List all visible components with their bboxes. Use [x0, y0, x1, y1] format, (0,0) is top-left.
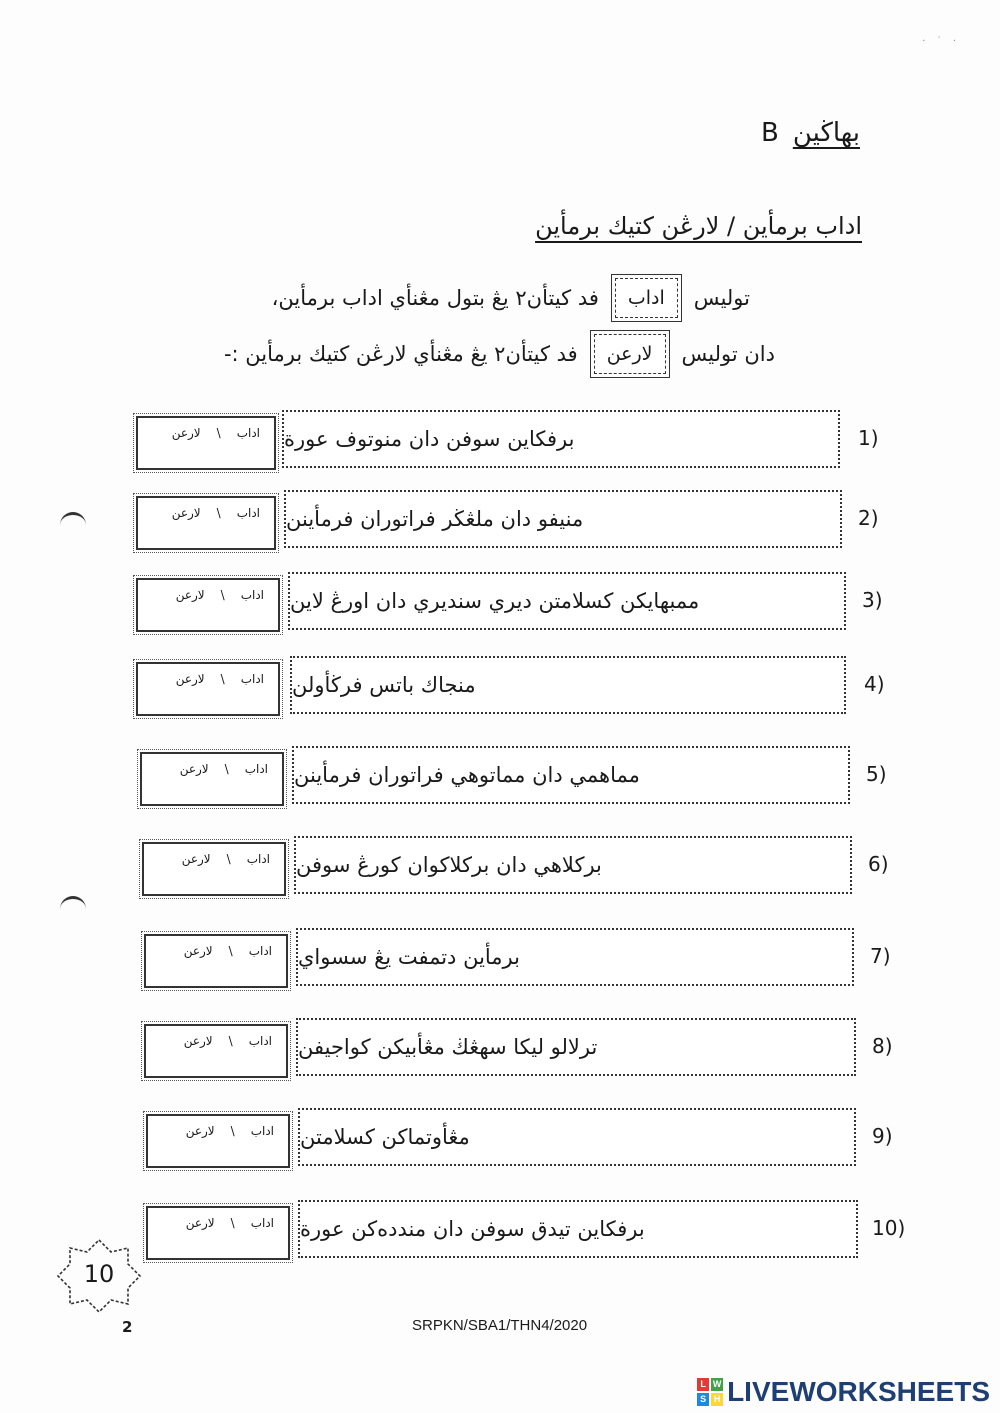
answer-options-hint [186, 1124, 274, 1138]
option-separator: \ [228, 944, 233, 958]
question-text: منجاك باتس فرڬأولن [292, 673, 476, 697]
score-badge [56, 1238, 142, 1314]
question-row [0, 928, 1000, 992]
answer-options-hint [176, 588, 264, 602]
answer-box[interactable] [136, 416, 276, 470]
question-text: برمأين دتمفت يڠ سسواي [298, 945, 520, 969]
question-text-box [294, 836, 852, 894]
option-separator: \ [220, 672, 225, 686]
instruction-line-2 [224, 334, 775, 374]
answer-box[interactable] [136, 496, 276, 550]
question-text-box [296, 1018, 856, 1076]
score-value: 10 [83, 1260, 115, 1288]
instruction-1-keyword-box: اداب [615, 278, 678, 318]
logo-letter: S [697, 1393, 709, 1406]
brand-name: LIVEWORKSHEETS [727, 1376, 990, 1407]
question-text: برفكاين تيدق سوفن دان مندده‌كن عورة [300, 1217, 645, 1241]
question-number: 4) [864, 672, 885, 696]
option-separator: \ [230, 1124, 235, 1138]
question-row [0, 1018, 1000, 1082]
question-row [0, 836, 1000, 900]
answer-box[interactable] [142, 842, 286, 896]
option-separator: \ [216, 426, 221, 440]
instruction-1-prefix: توليس [693, 286, 750, 310]
answer-option-label: لارعن [179, 762, 209, 776]
option-separator: \ [216, 506, 221, 520]
answer-option-label: اداب [248, 1034, 272, 1048]
question-text: ممبهايكن كسلامتن ديري سنديري دان اورڠ لاين [290, 589, 700, 613]
question-number: 7) [870, 944, 891, 968]
question-number: 6) [868, 852, 889, 876]
instruction-1-suffix: فد كيتأن٢ يڠ بتول مڠنأي اداب برمأين، [271, 286, 599, 310]
topic-heading: اداب برمأين / لارڠن كتيك برمأين [535, 212, 862, 240]
document-code: SRPKN/SBA1/THN4/2020 [412, 1317, 588, 1334]
answer-options-hint [172, 506, 260, 520]
instruction-2-keyword-box: لارعن [594, 334, 666, 374]
question-row [0, 656, 1000, 720]
question-number: 5) [866, 762, 887, 786]
answer-option-label: لارعن [181, 852, 211, 866]
question-row [0, 1108, 1000, 1172]
answer-options-hint [182, 852, 270, 866]
answer-box[interactable] [136, 662, 280, 716]
question-text: منيفو دان ملڠڬر فراتوران فرمأينن [286, 507, 584, 531]
question-row [0, 410, 1000, 474]
logo-letter: W [712, 1379, 722, 1389]
question-number: 1) [858, 426, 879, 450]
answer-option-label: لارعن [185, 1216, 215, 1230]
question-text-box [296, 928, 854, 986]
logo-letter: L [697, 1378, 709, 1391]
logo-letter: H [711, 1393, 723, 1406]
answer-options-hint [184, 1034, 272, 1048]
answer-options-hint [176, 672, 264, 686]
section-letter: B [760, 118, 779, 148]
answer-option-label: اداب [246, 852, 270, 866]
question-text-box [298, 1108, 856, 1166]
question-row [0, 746, 1000, 810]
liveworksheets-logo-icon [697, 1378, 723, 1406]
option-separator: \ [226, 852, 231, 866]
question-row [0, 1200, 1000, 1264]
question-number: 9) [872, 1124, 893, 1148]
instruction-2-suffix: فد كيتأن٢ يڠ مڠنأي لارڠن كتيك برمأين :- [223, 342, 578, 366]
question-text-box [298, 1200, 858, 1258]
question-number: 10) [872, 1216, 906, 1240]
answer-options-hint [180, 762, 268, 776]
option-separator: \ [230, 1216, 235, 1230]
answer-option-label: اداب [250, 1216, 274, 1230]
option-separator: \ [228, 1034, 233, 1048]
question-text: بركلاهي دان بركلاكوان كورڠ سوفن [296, 853, 602, 877]
answer-options-hint [172, 426, 260, 440]
answer-option-label: اداب [244, 762, 268, 776]
option-separator: \ [220, 588, 225, 602]
question-text: برفكاين سوفن دان منوتوف عورة [284, 427, 575, 451]
answer-box[interactable] [144, 934, 288, 988]
answer-option-label: لارعن [171, 426, 201, 440]
answer-option-label: اداب [248, 944, 272, 958]
question-text-box [288, 572, 846, 630]
answer-option-label: اداب [250, 1124, 274, 1138]
scan-artifact: · ˙ · [922, 36, 960, 47]
answer-option-label: اداب [236, 426, 260, 440]
question-text-box [282, 410, 840, 468]
instruction-line-1 [272, 278, 750, 318]
liveworksheets-brand [697, 1376, 990, 1408]
question-number: 3) [862, 588, 883, 612]
page-number: 2 [122, 1318, 133, 1336]
question-row [0, 490, 1000, 554]
answer-options-hint [186, 1216, 274, 1230]
answer-box[interactable] [146, 1114, 290, 1168]
answer-box[interactable] [146, 1206, 290, 1260]
question-text-box [290, 656, 846, 714]
answer-box[interactable] [140, 752, 284, 806]
answer-option-label: لارعن [183, 944, 213, 958]
answer-option-label: اداب [236, 506, 260, 520]
answer-box[interactable] [136, 578, 280, 632]
instruction-2-prefix: دان توليس [681, 342, 775, 366]
answer-option-label: اداب [240, 672, 264, 686]
answer-option-label: لارعن [185, 1124, 215, 1138]
question-text-box [284, 490, 842, 548]
section-word: بهاڬين [792, 118, 860, 148]
question-row [0, 572, 1000, 636]
answer-option-label: لارعن [171, 506, 201, 520]
question-number: 8) [872, 1034, 893, 1058]
answer-box[interactable] [144, 1024, 288, 1078]
question-number: 2) [858, 506, 879, 530]
section-title [761, 118, 860, 148]
answer-option-label: لارعن [175, 588, 205, 602]
answer-option-label: لارعن [183, 1034, 213, 1048]
answer-options-hint [184, 944, 272, 958]
answer-option-label: اداب [240, 588, 264, 602]
question-text-box [292, 746, 850, 804]
question-text: مماهمي دان مماتوهي فراتوران فرمأينن [294, 763, 640, 787]
question-text: ترلالو ليكا سهڠڬ مڠأبيكن كواجيفن [298, 1035, 598, 1059]
answer-option-label: لارعن [175, 672, 205, 686]
question-text: مڠأوتماكن كسلامتن [300, 1125, 470, 1149]
option-separator: \ [224, 762, 229, 776]
